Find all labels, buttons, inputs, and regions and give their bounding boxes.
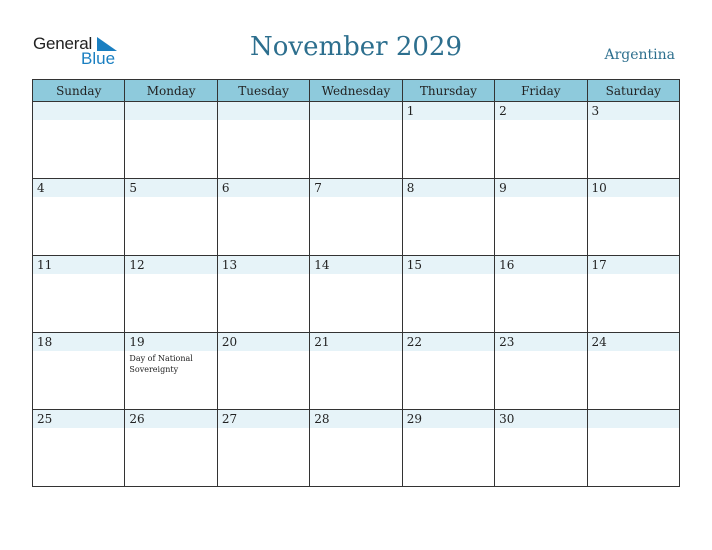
day-cell-band	[310, 256, 401, 274]
day-number: 23	[499, 335, 515, 349]
day-cell	[402, 333, 494, 410]
day-cell-band	[125, 256, 216, 274]
logo-word-blue: Blue	[81, 49, 116, 68]
day-number: 17	[591, 258, 607, 272]
day-cell	[217, 333, 309, 410]
day-cell	[217, 179, 309, 256]
day-number: 19	[129, 335, 145, 349]
day-cell-band	[125, 410, 216, 428]
day-number: 5	[129, 181, 138, 195]
day-cell	[587, 410, 679, 487]
day-number: 16	[499, 258, 515, 272]
weekday-monday: Monday	[125, 80, 217, 102]
day-cell-band	[495, 256, 586, 274]
day-cell	[33, 333, 125, 410]
day-number: 7	[314, 181, 322, 195]
day-number: 30	[499, 412, 515, 426]
week-row	[33, 102, 680, 179]
day-cell	[402, 410, 494, 487]
day-cell	[125, 102, 217, 179]
day-number: 2	[499, 104, 507, 118]
day-cell	[495, 410, 587, 487]
day-cell-band	[403, 256, 494, 274]
day-cell-band	[403, 410, 494, 428]
day-cell-band	[125, 333, 216, 351]
day-cell	[217, 102, 309, 179]
day-number: 10	[591, 181, 607, 195]
calendar-grid	[32, 79, 680, 487]
day-cell	[310, 102, 402, 179]
day-cell-band	[495, 179, 586, 197]
day-cell	[587, 179, 679, 256]
day-number: 12	[129, 258, 145, 272]
week-row	[33, 333, 680, 410]
day-cell-band	[495, 333, 586, 351]
country-label: Argentina	[604, 47, 675, 63]
day-cell	[310, 179, 402, 256]
day-cell-band	[495, 102, 586, 120]
day-cell-band	[33, 410, 124, 428]
week-row	[33, 410, 680, 487]
day-cell	[33, 102, 125, 179]
day-cell-band	[310, 179, 401, 197]
day-number: 21	[314, 335, 330, 349]
day-cell-band	[310, 333, 401, 351]
day-cell-band	[588, 410, 679, 428]
day-cell-band	[403, 179, 494, 197]
day-cell-band	[495, 410, 586, 428]
day-number: 25	[37, 412, 53, 426]
day-cell-band	[33, 333, 124, 351]
day-number: 24	[591, 335, 607, 349]
day-number: 8	[406, 181, 415, 195]
day-cell	[33, 410, 125, 487]
day-cell	[310, 256, 402, 333]
day-cell	[33, 256, 125, 333]
weekday-sunday: Sunday	[33, 80, 125, 102]
day-cell	[402, 179, 494, 256]
day-number: 4	[37, 181, 45, 195]
day-number: 9	[499, 181, 507, 195]
day-cell	[587, 256, 679, 333]
weekday-saturday: Saturday	[587, 80, 679, 102]
day-cell	[495, 102, 587, 179]
weekday-header-row	[33, 80, 680, 102]
week-row	[33, 179, 680, 256]
day-cell-band	[588, 256, 679, 274]
weekday-tuesday: Tuesday	[217, 80, 309, 102]
day-number: 6	[221, 181, 230, 195]
weekday-friday: Friday	[495, 80, 587, 102]
day-cell-band	[33, 179, 124, 197]
week-row	[33, 256, 680, 333]
day-cell	[495, 333, 587, 410]
day-cell-band	[588, 179, 679, 197]
day-cell	[125, 179, 217, 256]
day-number: 14	[314, 258, 330, 272]
day-cell-band	[310, 410, 401, 428]
day-number: 26	[129, 412, 145, 426]
day-cell	[402, 256, 494, 333]
day-cell	[402, 102, 494, 179]
day-cell-band	[33, 102, 124, 120]
weekday-wednesday: Wednesday	[310, 80, 402, 102]
day-cell	[495, 179, 587, 256]
weekday-thursday: Thursday	[402, 80, 494, 102]
day-cell	[310, 333, 402, 410]
calendar-title: November 2029	[249, 32, 463, 62]
day-number: 1	[406, 104, 415, 118]
day-cell-band	[33, 256, 124, 274]
logo-word-general: General	[33, 34, 93, 53]
day-cell-band	[218, 333, 309, 351]
day-number: 15	[406, 258, 422, 272]
day-number: 20	[221, 335, 238, 349]
day-number: 13	[221, 258, 238, 272]
day-cell-band	[588, 333, 679, 351]
day-cell	[125, 333, 217, 410]
day-number: 18	[37, 335, 53, 349]
day-number: 3	[591, 104, 600, 118]
day-cell-band	[218, 410, 309, 428]
day-cell-band	[588, 102, 679, 120]
day-cell	[33, 179, 125, 256]
day-cell-band	[310, 102, 401, 120]
day-cell	[587, 333, 679, 410]
day-cell-band	[403, 333, 494, 351]
day-cell	[125, 410, 217, 487]
day-cell-band	[403, 102, 494, 120]
day-number: 11	[37, 258, 53, 272]
day-cell	[217, 256, 309, 333]
day-cell-band	[125, 102, 216, 120]
day-cell	[310, 410, 402, 487]
day-cell-band	[125, 179, 216, 197]
day-number: 29	[406, 412, 422, 426]
day-cell-band	[218, 179, 309, 197]
day-number: 28	[314, 412, 330, 426]
day-cell	[587, 102, 679, 179]
day-cell-band	[218, 256, 309, 274]
day-cell-band	[218, 102, 309, 120]
day-number: 27	[221, 412, 238, 426]
day-cell	[495, 256, 587, 333]
day-number: 22	[406, 335, 422, 349]
day-cell	[125, 256, 217, 333]
day-cell	[217, 410, 309, 487]
holiday-label: Day of National Sovereignty	[129, 354, 193, 374]
